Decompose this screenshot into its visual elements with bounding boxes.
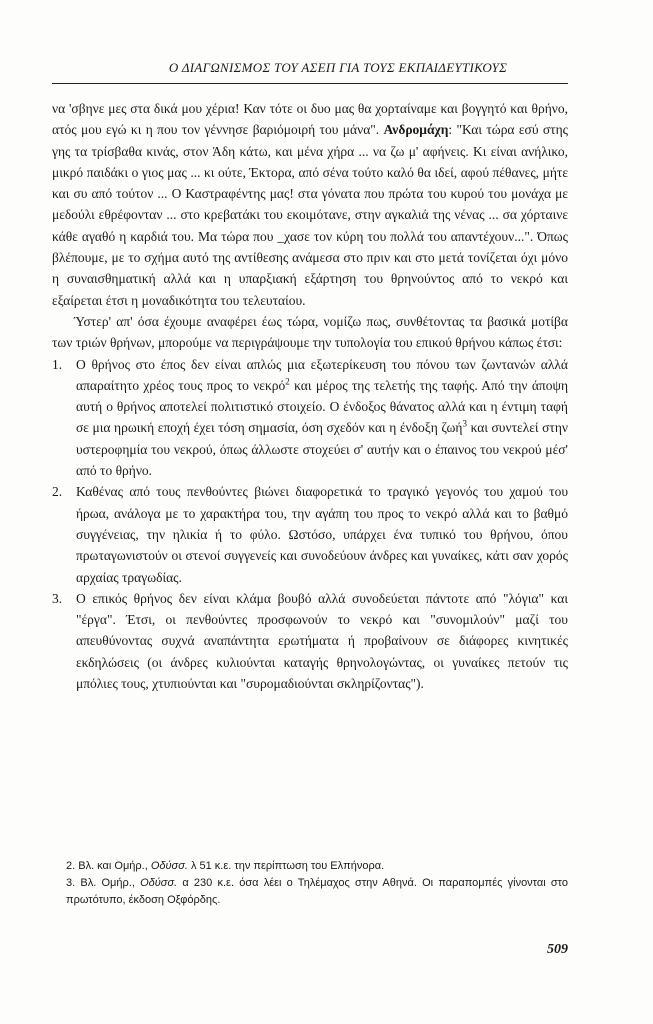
footnote-text: λ 51 κ.ε. την περίπτωση του Ελπήνορα. bbox=[187, 860, 385, 872]
paragraph-1 bbox=[52, 98, 568, 311]
list-item-3 bbox=[52, 588, 568, 694]
list-item-text: και συντελεί στην υστεροφημία του νεκρού, όπως άλλωστε στοχεύει σ' αυτήν και ο έπαινος του νεκρού μέσ' από το θρήνο. bbox=[76, 420, 568, 479]
list-item-text: Ο θρήνος στο έπος δεν είναι απλώς μια εξωτερίκευση του πόνου των ζωντανών αλλά απαραίτητο χρέος τους προς το νεκρό bbox=[76, 356, 568, 393]
list-item-1 bbox=[52, 354, 568, 482]
footnote-3 bbox=[52, 875, 568, 909]
page-number: 509 bbox=[547, 942, 568, 957]
paragraph-1-part-2: : "Και τώρα εσύ στης γης τα τρίσβαθα κινάς, στον Άδη κάτω, και μένα χήρα ... να ζω μ' αφήνεις. Κι είναι ανήλικο, μικρό παιδάκι ο γιος μας ... κι ούτε, Έκτορα, από σένα τούτο καλό θα ιδεί, αφού πέθανες, μήτε και συ από τούτον ... Ο Καστραφέντης μας! στα γόνατα που πρώτα του κυρού του μονάχα με μεδούλι εθρέφονταν ... στο κρεβατάκι του εκοιμότανε, στην αγκαλιά της νένας ... σα χόρταινε κάθε αγαθό η καρδιά του. Μα τώρα που _χασε τον κύρη του πολλά του απαντέχουν...". Όπως βλέπουμε, με το σχήμα αυτό της αντίθεσης ανάμεσα στο πριν και στο μετά τονίζεται όχι μόνο η συναισθηματική αλλά και η υπαρξιακή εξάρτηση του θρηνούντος από το νεκρό και εξαίρεται έτσι η μοναδικότητα του τελευταίου. bbox=[52, 122, 568, 308]
list-number: 1. bbox=[52, 356, 63, 372]
work-title: Οδύσσ. bbox=[140, 877, 178, 889]
footnote-text: 3. Βλ. Ομήρ., bbox=[66, 877, 141, 889]
footnote-2 bbox=[52, 858, 568, 875]
work-title: Οδύσσ. bbox=[150, 860, 188, 872]
list-number: 3. bbox=[52, 590, 63, 606]
footnote-text: α 230 κ.ε. όσα λέει ο Τηλέμαχος στην Αθηνά. Οι παραπομπές γίνονται στο πρωτότυπο, έκδοση Οξφόρδης. bbox=[66, 877, 568, 906]
speaker-name: Ανδρομάχη bbox=[383, 122, 449, 138]
footnote-marker[interactable]: 3 bbox=[462, 418, 467, 429]
paragraph-1-part-1: να 'σβηνε μες στα δικά μου χέρια! Καν τότε οι δυο μας θα χορταίναμε και βογγητό και θρήνο, ατός μου εγώ κι η που τον γέννησε βαριόμοιρή του μάνα". bbox=[52, 101, 568, 138]
footnote-text: 2. Βλ. και Ομήρ., bbox=[66, 860, 151, 872]
body-text bbox=[52, 98, 568, 694]
footnotes bbox=[52, 858, 568, 909]
list-item-text: Ο επικός θρήνος δεν είναι κλάμα βουβό αλλά συνοδεύεται πάντοτε από "λόγια" και "έργα". Έτσι, οι πενθούντες προσφωνούν το νεκρό και "συνομιλούν" μαζί του απευθύνοντας συχνά αναπάντητα ερωτήματα ή προβαίνουν σε διάφορες κινητικές εκδηλώσεις (οι άνδρες κυλιούνται καταγής θρηνολογώντας, οι γυναίκες πετούν τις μπόλιες τους, χτυπιούνται και "συρομαδιούνται σκληρίζοντας"). bbox=[76, 590, 568, 692]
list-item-text: Καθένας από τους πενθούντες βιώνει διαφορετικά το τραγικό γεγονός του χαμού του ήρωα, ανάλογα με το χαρακτήρα του, την αγάπη του προς το νεκρό αλλά και το βαθμό συγγένειας, την ηλικία ή το φύλο. Ωστόσο, υπάρχει ένα τυπικό του θρήνου, όπου πρωταγωνιστούν οι στενοί συγγενείς και συνοδεύουν άνδρες και γυναίκες, κάτι σαν χορός αρχαίας τραγωδίας. bbox=[76, 484, 568, 585]
running-header: Ο ΔΙΑΓΩΝΙΣΜΟΣ ΤΟΥ ΑΣΕΠ ΓΙΑ ΤΟΥΣ ΕΚΠΑΙΔΕΥΤΙΚΟΥΣ bbox=[168, 60, 508, 75]
paragraph-2: Ύστερ' απ' όσα έχουμε αναφέρει έως τώρα, νομίζω πως, συνθέτοντας τα βασικά μοτίβα των τριών θρήνων, μπορούμε να περιγράψουμε την τυπολογία του επικού θρήνου κάπως έτσι: bbox=[52, 313, 568, 351]
list-item-2 bbox=[52, 481, 568, 587]
header-rule bbox=[52, 83, 568, 84]
list-item-text: και μέρος της τελετής της ταφής. Από την άποψη αυτή ο θρήνος αποτελεί πολιτιστικό στοιχείο. Ο ένδοξος θάνατος αλλά και η έντιμη ταφή σε μια ηρωική εποχή έχει τόση σημασία, όση σχεδόν και η ένδοξη ζωή bbox=[76, 377, 569, 436]
list-number: 2. bbox=[52, 484, 63, 500]
footnote-marker[interactable]: 2 bbox=[285, 376, 290, 387]
typology-list bbox=[52, 354, 568, 695]
